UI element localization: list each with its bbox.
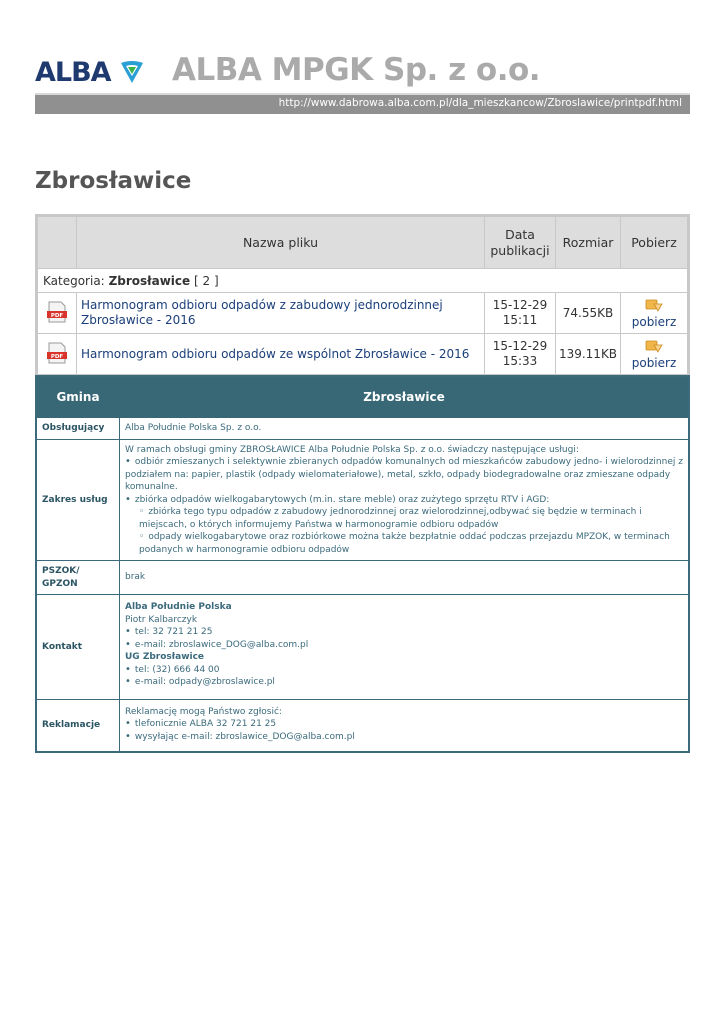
file-name-link[interactable]: Harmonogram odbioru odpadów ze wspólnot Zbrosławice - 2016 [77,334,485,376]
file-date: 15-12-29 15:33 [485,334,556,376]
header-icon-col [37,216,77,269]
info-row-zakres [36,439,689,561]
label-kontakt: Kontakt [36,595,120,700]
label-reklamacje: Reklamacje [36,699,120,752]
info-row-obslugujacy [36,418,689,440]
header-size: Rozmiar [556,216,621,269]
zakres-item: • zbiórka odpadów wielkogabarytowych (m.in. stare meble) oraz zużytego sprzętu RTV i AGD: [125,494,683,507]
header-gmina-name: Zbrosławice [120,376,690,418]
category-prefix: Kategoria: [43,273,105,288]
zakres-intro: W ramach obsługi gminy ZBROSŁAWICE Alba Południe Polska Sp. z o.o. świadczy następujące usługi: [125,444,579,455]
info-table-header [36,376,689,418]
download-label: pobierz [631,314,677,329]
pdf-icon [47,342,67,364]
file-name-link[interactable]: Harmonogram odbioru odpadów z zabudowy jednorodzinnej Zbrosławice - 2016 [77,293,485,334]
file-size: 139.11KB [556,334,621,376]
category-row [37,269,689,293]
alba-logo-mark-icon [119,59,145,85]
header [35,52,690,92]
svg-text:PDF: PDF [50,353,64,360]
files-table [35,214,690,377]
url-bar [35,93,690,114]
value-obslugujacy: Alba Południe Polska Sp. z o.o. [120,418,690,440]
info-table [35,375,690,753]
files-table-header [37,216,689,269]
info-row-pszok [36,561,689,595]
download-button[interactable] [621,293,689,334]
label-pszok: PSZOK/ GPZON [36,561,120,595]
info-row-kontakt [36,595,689,700]
page-title: Zbrosławice [35,168,192,194]
reklamacje-item: • tlefonicznie ALBA 32 721 21 25 [125,718,683,731]
page-url: http://www.dabrowa.alba.com.pl/dla_mieszkancow/Zbroslawice/printpdf.html [278,97,682,109]
file-date: 15-12-29 15:11 [485,293,556,334]
svg-text:PDF: PDF [50,312,64,319]
kontakt-org: Alba Południe Polska [125,602,232,612]
pdf-icon [47,301,67,323]
category-count: [ 2 ] [194,273,219,288]
file-size: 74.55KB [556,293,621,334]
download-icon [645,339,663,354]
header-name: Nazwa pliku [77,216,485,269]
label-obslugujacy: Obsługujący [36,418,120,440]
zakres-subitem: ◦ odpady wielkogabarytowe oraz rozbiórkowe można także bezpłatnie oddać podczas przejazdu MPZOK, w terminach podanych w harmonogramie odbioru odpadów [125,531,683,556]
reklamacje-item: • wysyłając e-mail: zbroslawice_DOG@alba.com.pl [125,731,683,744]
download-label: pobierz [631,355,677,370]
kontakt-org: UG Zbrosławice [125,652,205,662]
header-date: Data publikacji [485,216,556,269]
table-row [37,293,689,334]
info-row-reklamacje [36,699,689,752]
zakres-subitem: ◦ zbiórka tego typu odpadów z zabudowy jednorodzinnej oraz wielorodzinnej,odbywać się będzie w terminach i miejscach, o których informujemy Państwa w harmonogramie odbioru odpadów [125,506,683,531]
value-zakres [120,439,690,561]
download-icon [645,298,663,313]
header-gmina: Gmina [36,376,120,418]
header-download: Pobierz [621,216,689,269]
zakres-item: • odbiór zmieszanych i selektywnie zbieranych odpadów komunalnych od mieszkańców zabudowy jedno- i wielorodzinnej z podziałem na: papier, plastik (odpady wielomateriałowe), metal, szkło, odpady biodegradowalne oraz zmieszane odpady komunalne. [125,456,683,494]
kontakt-phone: • tel: (32) 666 44 00 [125,664,683,677]
value-kontakt [120,595,690,700]
category-name: Zbrosławice [108,273,191,288]
download-button[interactable] [621,334,689,376]
reklamacje-intro: Reklamację mogą Państwo zgłosić: [125,706,282,717]
value-reklamacje [120,699,690,752]
kontakt-email: • e-mail: odpady@zbroslawice.pl [125,676,683,689]
alba-logo [35,56,145,88]
logo-text: ALBA [35,56,111,88]
kontakt-phone: • tel: 32 721 21 25 [125,626,683,639]
kontakt-email: • e-mail: zbroslawice_DOG@alba.com.pl [125,639,683,652]
company-name: ALBA MPGK Sp. z o.o. [172,52,541,88]
value-pszok: brak [120,561,690,595]
label-zakres: Zakres usług [36,439,120,561]
table-row [37,334,689,376]
kontakt-person: Piotr Kalbarczyk [125,614,198,625]
